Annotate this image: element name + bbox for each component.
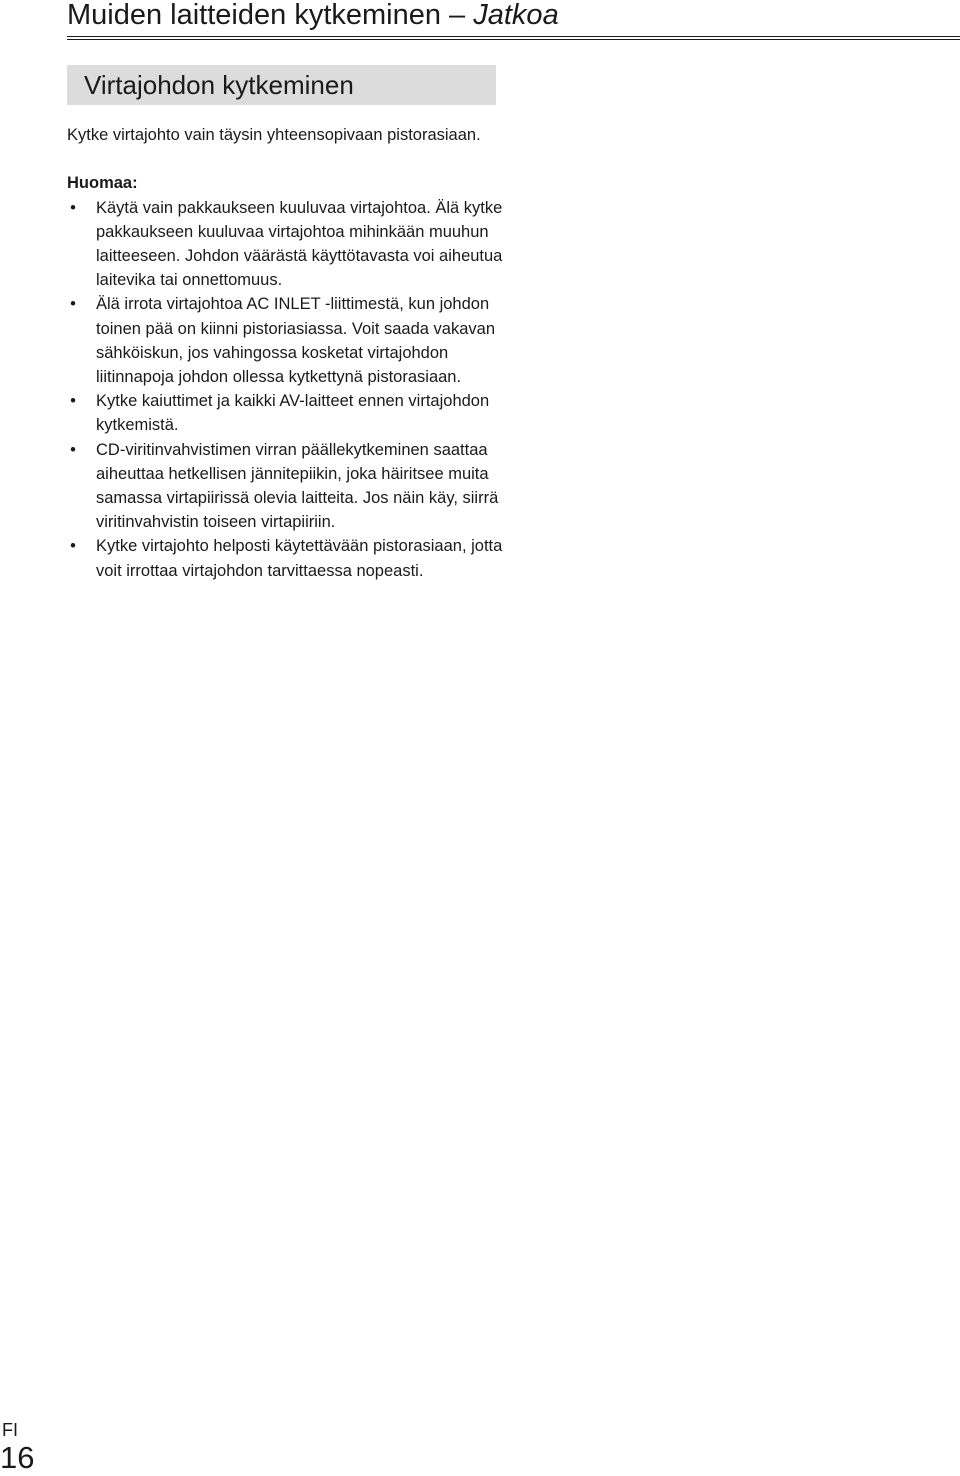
page-title-separator: –: [449, 0, 466, 31]
page-title: [67, 0, 960, 30]
bullet-icon: •: [70, 198, 76, 217]
note-text: Kytke virtajohto helposti käytettävään pistorasiaan, jotta voit irrottaa virtajohdon tarvittaessa nopeasti.: [96, 537, 503, 580]
bullet-icon: •: [70, 537, 76, 556]
page-title-continued: Jatkoa: [473, 0, 559, 31]
bullet-icon: •: [70, 440, 76, 459]
note-text: Kytke kaiuttimet ja kaikki AV-laitteet ennen virtajohdon kytkemistä.: [96, 392, 490, 435]
note-list: [67, 196, 507, 583]
section-body: [67, 123, 507, 583]
note-text: Käytä vain pakkaukseen kuuluvaa virtajohtoa. Älä kytke pakkaukseen kuuluvaa virtajohtoa mihinkään muuhun laitteeseen. Johdon väärästä käyttötavasta voi aiheutua laitevika tai onnettomuus.: [96, 198, 503, 290]
section-heading-box: [67, 65, 496, 105]
note-item: [67, 196, 507, 293]
note-item: [67, 389, 507, 437]
note-text: CD-viritinvahvistimen virran päällekytkeminen saattaa aiheuttaa hetkellisen jännitepiikin, joka häiritsee muita samassa virtapiirissä olevia laitteita. Jos näin käy, siirrä viritinvahvistin toiseen virtapiiriin.: [96, 440, 499, 532]
note-item: [67, 292, 507, 389]
note-text: Älä irrota virtajohtoa AC INLET -liittimestä, kun johdon toinen pää on kiinni pistoriasiassa. Voit saada vakavan sähköiskun, jos vahingossa kosketat virtajohdon liitinnapoja johdon ollessa kytkettynä pistorasiaan.: [96, 295, 496, 387]
note-label: Huomaa:: [67, 174, 138, 193]
page-title-main: Muiden laitteiden kytkeminen: [67, 0, 441, 31]
page-number: 16: [0, 1440, 35, 1475]
intro-paragraph: Kytke virtajohto vain täysin yhteensopivaan pistorasiaan.: [67, 126, 481, 144]
section-title: Virtajohdon kytkeminen: [84, 70, 354, 100]
bullet-icon: •: [70, 295, 76, 314]
language-code: FI: [2, 1420, 18, 1440]
note-item: [67, 438, 507, 535]
note-item: [67, 534, 507, 582]
page-header: [67, 0, 960, 40]
bullet-icon: •: [70, 392, 76, 411]
